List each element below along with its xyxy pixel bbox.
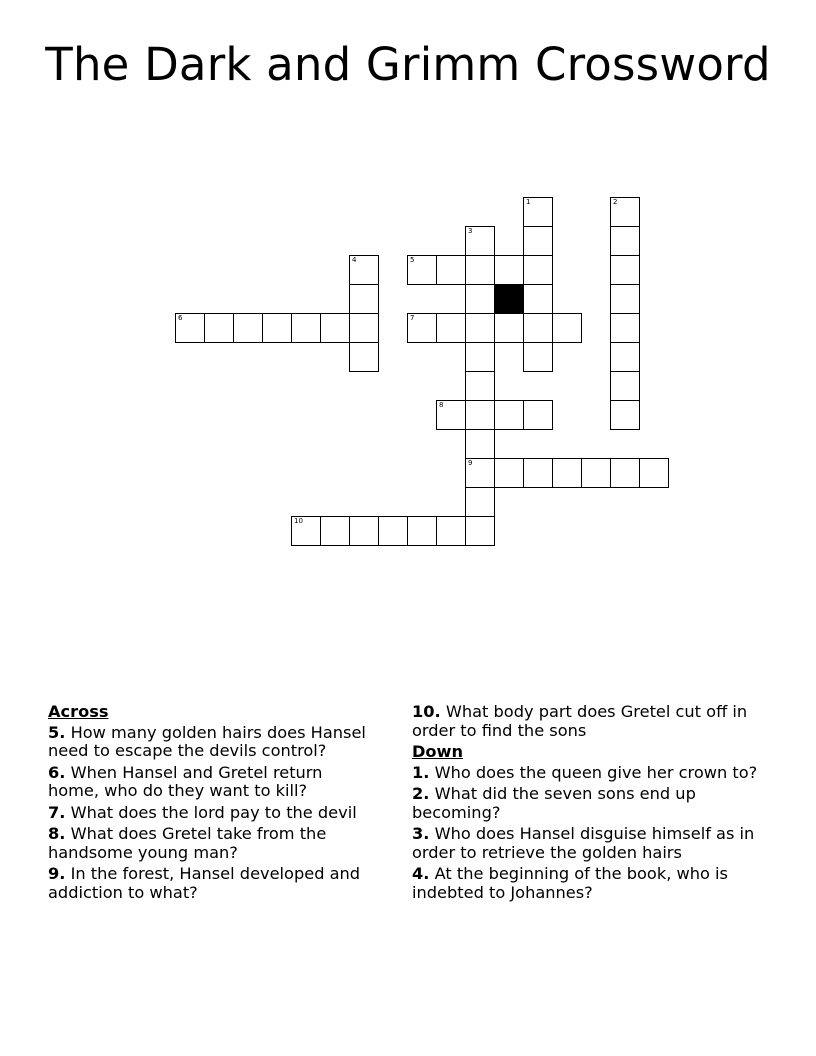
across-clue-10: 10. What body part does Gretel cut off in order to find the sons [412,702,748,740]
across-clue-5: 5. How many golden hairs does Hansel need to escape the devils control? [48,722,366,760]
grid-cell[interactable] [233,313,263,343]
grid-cell[interactable] [175,313,205,343]
black-cell [494,284,524,314]
grid-cell[interactable] [465,400,495,430]
grid-cell[interactable] [349,342,379,372]
grid-cell[interactable] [610,255,640,285]
down-clue-4: 4. At the beginning of the book, who is indebted to Johannes? [412,864,728,902]
cell-number: 5 [410,256,415,264]
grid-cell[interactable] [523,342,553,372]
grid-cell[interactable] [465,255,495,285]
across-clue-8: 8. What does Gretel take from the handsome young man? [48,824,327,862]
across-heading: Across [48,702,109,721]
grid-cell[interactable] [494,458,524,488]
down-clue-2: 2. What did the seven sons end up becoming? [412,784,696,822]
grid-cell[interactable] [378,516,408,546]
grid-cell[interactable] [407,313,437,343]
cell-number: 9 [468,459,473,467]
down-clue-3: 3. Who does Hansel disguise himself as in order to retrieve the golden hairs [412,824,755,862]
grid-cell[interactable] [523,400,553,430]
grid-cell[interactable] [610,226,640,256]
grid-cell[interactable] [494,255,524,285]
across-clue-6: 6. When Hansel and Gretel return home, who do they want to kill? [48,762,323,800]
grid-cell[interactable] [610,342,640,372]
grid-cell[interactable] [523,255,553,285]
grid-cell[interactable] [465,429,495,459]
grid-cell[interactable] [465,342,495,372]
grid-cell[interactable] [349,284,379,314]
grid-cell[interactable] [610,197,640,227]
grid-cell[interactable] [552,313,582,343]
across-clue-7: 7. What does the lord pay to the devil [48,802,357,822]
across-clue-9: 9. In the forest, Hansel developed and addiction to what? [48,864,361,902]
clues-right-column [412,703,772,905]
grid-cell[interactable] [465,284,495,314]
cell-number: 4 [352,256,357,264]
grid-cell[interactable] [465,487,495,517]
page-title: The Dark and Grimm Crossword [45,38,771,91]
grid-cell[interactable] [581,458,611,488]
grid-cell[interactable] [436,516,466,546]
cell-number: 1 [526,198,531,206]
grid-cell[interactable] [610,284,640,314]
grid-cell[interactable] [610,371,640,401]
cell-number: 6 [178,314,183,322]
grid-cell[interactable] [523,197,553,227]
grid-cell[interactable] [349,255,379,285]
grid-cell[interactable] [436,255,466,285]
grid-cell[interactable] [436,313,466,343]
cell-number: 2 [613,198,618,206]
down-clue-1: 1. Who does the queen give her crown to? [412,762,758,782]
grid-cell[interactable] [494,400,524,430]
grid-cell[interactable] [320,313,350,343]
grid-cell[interactable] [320,516,350,546]
grid-cell[interactable] [465,371,495,401]
grid-cell[interactable] [523,313,553,343]
grid-cell[interactable] [465,313,495,343]
grid-cell[interactable] [291,516,321,546]
grid-cell[interactable] [349,313,379,343]
grid-cell[interactable] [465,226,495,256]
grid-cell[interactable] [523,284,553,314]
grid-cell[interactable] [494,313,524,343]
grid-cell[interactable] [552,458,582,488]
grid-cell[interactable] [523,226,553,256]
grid-cell[interactable] [465,458,495,488]
down-heading: Down [412,742,464,761]
cell-number: 3 [468,227,473,235]
grid-cell[interactable] [639,458,669,488]
grid-cell[interactable] [465,516,495,546]
grid-cell[interactable] [262,313,292,343]
grid-cell[interactable] [349,516,379,546]
grid-cell[interactable] [610,458,640,488]
clues-left-column [48,703,378,905]
grid-cell[interactable] [204,313,234,343]
grid-cell[interactable] [523,458,553,488]
cell-number: 10 [294,517,303,525]
grid-cell[interactable] [610,400,640,430]
cell-number: 8 [439,401,444,409]
grid-cell[interactable] [436,400,466,430]
grid-cell[interactable] [407,516,437,546]
grid-cell[interactable] [407,255,437,285]
grid-cell[interactable] [610,313,640,343]
grid-cell[interactable] [291,313,321,343]
cell-number: 7 [410,314,415,322]
